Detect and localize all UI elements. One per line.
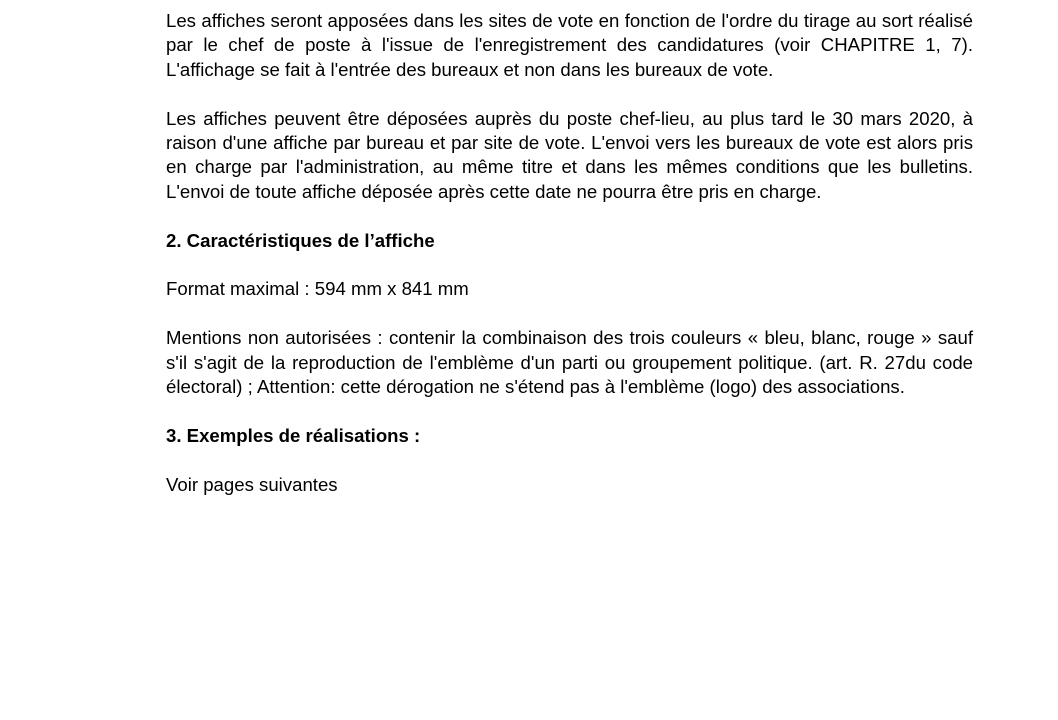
paragraph-voir-pages: Voir pages suivantes [166, 473, 338, 495]
paragraph-affichage-ordre: Les affiches seront apposées dans les sites de vote en fonction de l'ordre du tirage au sort réalisé par le chef de poste à l'issue de l'enregistrement des candidatures (voir CHAPITRE 1, 7). L'affichage se fait à l'entrée des bureaux et non dans les bureaux de vote. [166, 10, 973, 80]
section-heading-exemples: 3. Exemples de réalisations : [166, 424, 421, 446]
paragraph-mentions-non-autorisees: Mentions non autorisées : contenir la combinaison des trois couleurs « bleu, blanc, rouge » sauf s'il s'agit de la reproduction de l'emblème d'un parti ou groupement politique. (art. R. 27du code électoral) ; Attention: cette dérogation ne s'étend pas à l'emblème (logo) des associations. [166, 327, 973, 398]
paragraph-format-maximal: Format maximal : 594 mm x 841 mm [166, 278, 469, 300]
paragraph-depot-affiches: Les affiches peuvent être déposées auprès du poste chef-lieu, au plus tard le 30 mars 2020, à raison d'une affiche par bureau et par site de vote. L'envoi vers les bureaux de vote est alors pris en charge par l'administration, au même titre et dans les mêmes conditions que les bulletins. L'envoi de toute affiche déposée après cette date ne pourra être pris en charge. [166, 107, 973, 202]
section-heading-caracteristiques: 2. Caractéristiques de l’affiche [166, 229, 435, 251]
document-body [166, 9, 973, 521]
